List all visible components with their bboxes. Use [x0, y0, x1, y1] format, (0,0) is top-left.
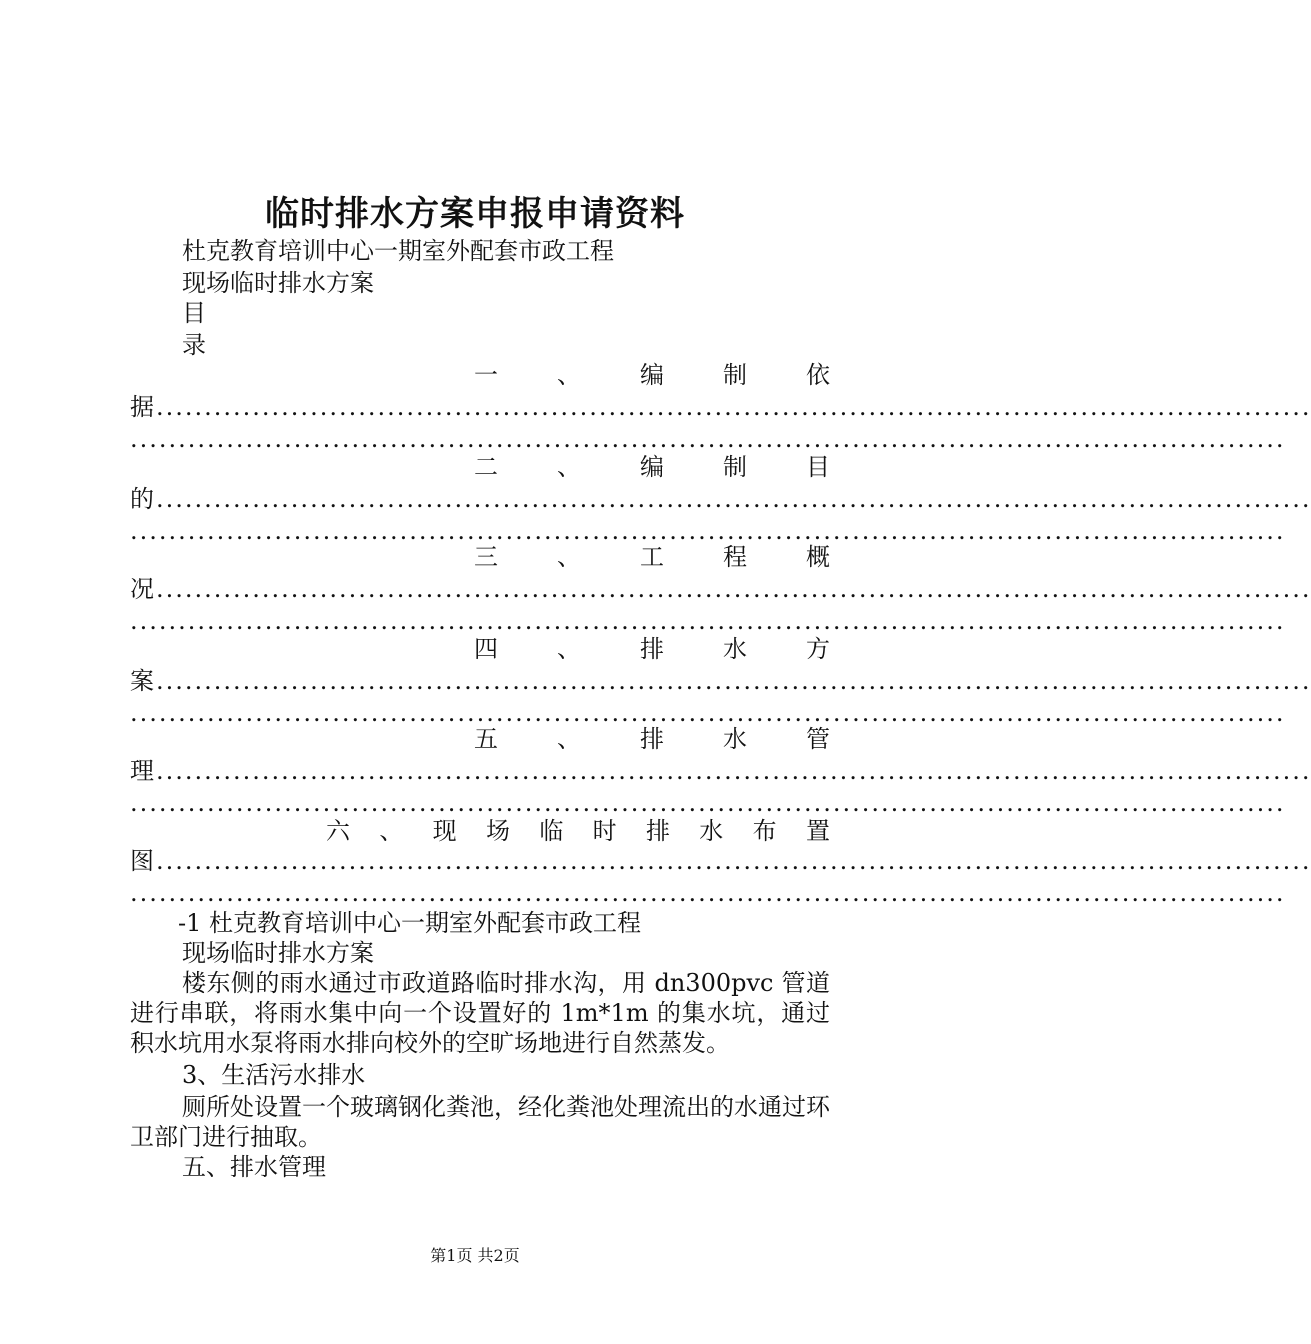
- toc-char: 依: [806, 361, 830, 389]
- toc-char: 编: [640, 453, 664, 481]
- toc-entry-2-leader: [130, 484, 1311, 514]
- dot-leader: ........................................................................................................................: [130, 789, 1286, 817]
- toc-char: 、: [557, 361, 581, 389]
- toc-label-lu: 录: [182, 331, 206, 359]
- toc-char: 五: [474, 725, 498, 753]
- toc-entry-2-tail: 的: [130, 485, 156, 513]
- toc-char: 制: [723, 453, 747, 481]
- dot-leader: ........................................................................................................................: [156, 757, 1311, 785]
- dot-leader: ........................................................................................................................: [156, 575, 1311, 603]
- toc-char: 临: [539, 817, 564, 845]
- dot-leader: ........................................................................................................................: [156, 667, 1311, 695]
- toc-entry-4-leader: [130, 666, 1311, 696]
- toc-char: 置: [805, 817, 830, 845]
- toc-char: 排: [640, 635, 664, 663]
- toc-char: 、: [557, 453, 581, 481]
- toc-char: 现: [432, 817, 457, 845]
- document-title: 临时排水方案申报申请资料: [265, 194, 685, 234]
- dot-leader: ........................................................................................................................: [156, 485, 1311, 513]
- toc-char: 二: [474, 453, 498, 481]
- toc-entry-3-tail: 况: [130, 575, 156, 603]
- toc-entry-3-leader: [130, 574, 1311, 604]
- toc-char: 目: [806, 453, 830, 481]
- paragraph-septic: 厕所处设置一个玻璃钢化粪池，经化粪池处理流出的水通过环卫部门进行抽取。: [130, 1093, 830, 1151]
- toc-char: 四: [474, 635, 498, 663]
- toc-char: 概: [806, 543, 830, 571]
- dot-leader: ........................................................................................................................: [156, 847, 1311, 875]
- toc-entry-5-leader: [130, 756, 1311, 786]
- dot-leader: ........................................................................................................................: [130, 425, 1286, 453]
- toc-entry-6-tail: 图: [130, 847, 156, 875]
- toc-char: 三: [474, 543, 498, 571]
- plan-title: 现场临时排水方案: [182, 939, 374, 967]
- toc-char: 水: [723, 635, 747, 663]
- toc-char: 制: [723, 361, 747, 389]
- toc-char: 管: [806, 725, 830, 753]
- dot-leader: ........................................................................................................................: [130, 607, 1286, 635]
- toc-entry-3-head: [474, 542, 830, 572]
- toc-entry-4-head: [474, 634, 830, 664]
- toc-entry-4-tail: 案: [130, 667, 156, 695]
- project-name: 杜克教育培训中心一期室外配套市政工程: [182, 237, 614, 265]
- toc-char: 、: [557, 725, 581, 753]
- toc-char: 排: [640, 725, 664, 753]
- toc-entry-1-leader: [130, 392, 1311, 422]
- toc-entry-6-head: [326, 816, 830, 846]
- toc-entry-1-head: [474, 360, 830, 390]
- page-marker-line: -1 杜克教育培训中心一期室外配套市政工程: [178, 909, 642, 937]
- toc-entry-2-head: [474, 452, 830, 482]
- dot-leader: ........................................................................................................................: [130, 699, 1286, 727]
- toc-char: 六: [326, 817, 350, 845]
- toc-label-mu: 目: [182, 299, 206, 327]
- toc-char: 程: [723, 543, 747, 571]
- toc-char: 编: [640, 361, 664, 389]
- toc-char: 水: [699, 817, 724, 845]
- toc-char: 布: [752, 817, 777, 845]
- toc-char: 一: [474, 361, 498, 389]
- toc-char: 工: [640, 543, 664, 571]
- toc-char: 、: [557, 635, 581, 663]
- toc-entry-5-tail: 理: [130, 757, 156, 785]
- toc-char: 水: [723, 725, 747, 753]
- dot-leader: ........................................................................................................................: [130, 517, 1286, 545]
- dot-leader: ........................................................................................................................: [156, 393, 1311, 421]
- toc-entry-1-tail: 据: [130, 393, 156, 421]
- plan-name: 现场临时排水方案: [182, 269, 374, 297]
- toc-char: 方: [806, 635, 830, 663]
- section-heading-management: 五、排水管理: [182, 1153, 326, 1181]
- toc-entry-5-head: [474, 724, 830, 754]
- section-heading-sewage: 3、生活污水排水: [182, 1061, 366, 1089]
- toc-entry-6-leader: [130, 846, 1311, 876]
- toc-char: 、: [379, 817, 404, 845]
- toc-char: 、: [557, 543, 581, 571]
- dot-leader: ........................................................................................................................: [130, 879, 1286, 907]
- toc-char: 场: [485, 817, 510, 845]
- toc-char: 排: [645, 817, 670, 845]
- page-footer: 第1页 共2页: [430, 1246, 520, 1265]
- toc-char: 时: [592, 817, 617, 845]
- paragraph-rainwater: 楼东侧的雨水通过市政道路临时排水沟，用 dn300pvc 管道进行串联，将雨水集中向一个设置好的 1m*1m 的集水坑，通过积水坑用水泵将雨水排向校外的空旷场地进行自然蒸发。: [130, 969, 830, 1057]
